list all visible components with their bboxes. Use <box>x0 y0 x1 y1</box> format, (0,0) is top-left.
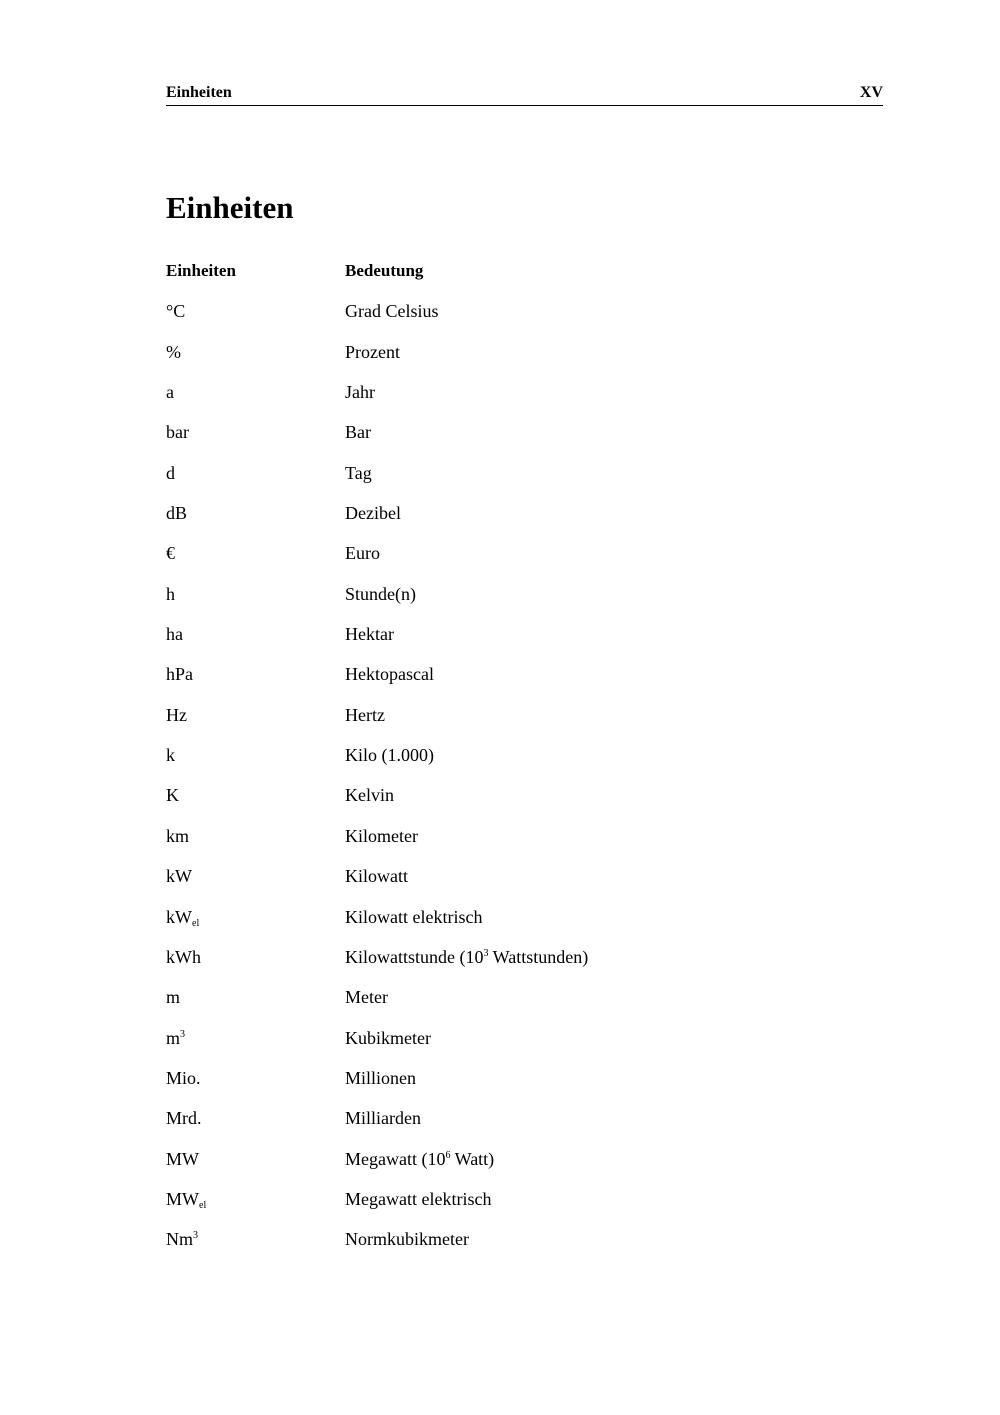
column-header-unit: Einheiten <box>166 261 236 280</box>
meaning-cell <box>345 419 766 459</box>
meaning-cell <box>345 1065 766 1105</box>
unit-symbol: a <box>166 382 174 403</box>
meaning-cell <box>345 581 766 621</box>
unit-cell <box>166 984 345 1024</box>
table-row <box>166 661 766 701</box>
unit-cell <box>166 904 345 944</box>
table-row <box>166 702 766 742</box>
meaning-cell <box>345 298 766 338</box>
meaning-cell <box>345 782 766 822</box>
page-title: Einheiten <box>166 190 294 225</box>
meaning-cell <box>345 823 766 863</box>
meaning-text: Milliarden <box>345 1108 421 1129</box>
meaning-text: Dezibel <box>345 503 401 524</box>
unit-symbol: k <box>166 745 175 766</box>
unit-cell <box>166 661 345 701</box>
unit-symbol: kWh <box>166 946 201 967</box>
unit-symbol: m <box>166 987 181 1008</box>
meaning-text: Kilowatt <box>345 866 408 887</box>
unit-symbol: Nm <box>166 1229 193 1250</box>
table-row <box>166 460 766 500</box>
unit-symbol: € <box>166 543 175 564</box>
unit-subscript: el <box>199 1199 207 1211</box>
unit-cell <box>166 540 345 580</box>
unit-cell <box>166 702 345 742</box>
meaning-cell <box>345 460 766 500</box>
column-header-meaning: Bedeutung <box>345 261 424 280</box>
unit-symbol: kW <box>166 866 192 887</box>
meaning-cell <box>345 742 766 782</box>
unit-cell <box>166 1065 345 1105</box>
table-row <box>166 944 766 984</box>
meaning-text-continued: Wattstunden) <box>488 946 589 967</box>
meaning-text: Millionen <box>345 1067 416 1088</box>
meaning-text: Kelvin <box>345 785 394 806</box>
table-row <box>166 782 766 822</box>
unit-superscript: 3 <box>193 1230 198 1242</box>
meaning-text: Bar <box>345 422 371 443</box>
table-row <box>166 863 766 903</box>
unit-cell <box>166 500 345 540</box>
meaning-text: Grad Celsius <box>345 301 439 322</box>
meaning-cell <box>345 1186 766 1226</box>
unit-symbol: % <box>166 341 181 362</box>
unit-cell <box>166 1025 345 1065</box>
meaning-cell <box>345 621 766 661</box>
table-row <box>166 904 766 944</box>
meaning-text: Hertz <box>345 704 385 725</box>
meaning-text: Meter <box>345 987 388 1008</box>
meaning-text: Normkubikmeter <box>345 1229 469 1250</box>
unit-cell <box>166 863 345 903</box>
unit-cell <box>166 1146 345 1186</box>
table-row <box>166 339 766 379</box>
table-row <box>166 298 766 338</box>
meaning-superscript: 3 <box>483 947 489 959</box>
meaning-cell <box>345 944 766 984</box>
unit-symbol: ha <box>166 624 183 645</box>
meaning-cell <box>345 1146 766 1186</box>
unit-symbol: kW <box>166 906 192 927</box>
table-row <box>166 1105 766 1145</box>
unit-cell <box>166 581 345 621</box>
meaning-text: Hektopascal <box>345 664 434 685</box>
meaning-cell <box>345 540 766 580</box>
unit-cell <box>166 1186 345 1226</box>
units-table-body <box>166 298 766 1266</box>
table-row <box>166 1025 766 1065</box>
units-table <box>166 258 766 1267</box>
meaning-cell <box>345 339 766 379</box>
unit-symbol: hPa <box>166 664 193 685</box>
meaning-text: Megawatt (10 <box>345 1148 446 1169</box>
meaning-text: Kilowatt elektrisch <box>345 906 483 927</box>
meaning-text: Megawatt elektrisch <box>345 1188 492 1209</box>
meaning-text: Stunde(n) <box>345 583 416 604</box>
meaning-superscript: 6 <box>445 1149 451 1161</box>
meaning-text: Tag <box>345 462 372 483</box>
page-number: XV <box>859 84 883 101</box>
unit-symbol: bar <box>166 422 189 443</box>
table-row <box>166 1146 766 1186</box>
unit-cell <box>166 742 345 782</box>
unit-cell <box>166 823 345 863</box>
table-row <box>166 742 766 782</box>
meaning-text: Kilowattstunde (10 <box>345 946 484 967</box>
table-header-row <box>166 258 766 298</box>
table-row <box>166 984 766 1024</box>
unit-symbol: km <box>166 825 190 846</box>
meaning-text: Kilo (1.000) <box>345 745 434 766</box>
meaning-text: Kilometer <box>345 825 418 846</box>
unit-symbol: K <box>166 785 179 806</box>
unit-cell <box>166 298 345 338</box>
running-header <box>166 83 883 106</box>
unit-cell <box>166 944 345 984</box>
unit-symbol: MW <box>166 1148 199 1169</box>
meaning-cell <box>345 1025 766 1065</box>
meaning-cell <box>345 904 766 944</box>
meaning-text-continued: Watt) <box>450 1148 495 1169</box>
running-header-section: Einheiten <box>166 84 232 101</box>
unit-cell <box>166 1226 345 1266</box>
unit-symbol: m <box>166 1027 181 1048</box>
unit-symbol: MW <box>166 1188 199 1209</box>
unit-cell <box>166 419 345 459</box>
unit-symbol: Mrd. <box>166 1108 202 1129</box>
unit-subscript: el <box>192 917 200 929</box>
unit-cell <box>166 460 345 500</box>
unit-symbol: Mio. <box>166 1067 201 1088</box>
meaning-text: Kubikmeter <box>345 1027 431 1048</box>
meaning-cell <box>345 1105 766 1145</box>
unit-superscript: 3 <box>180 1028 186 1040</box>
meaning-cell <box>345 702 766 742</box>
table-row <box>166 621 766 661</box>
unit-cell <box>166 621 345 661</box>
unit-cell <box>166 339 345 379</box>
meaning-text: Hektar <box>345 624 394 645</box>
meaning-text: Jahr <box>345 382 375 403</box>
unit-symbol: Hz <box>166 704 187 725</box>
unit-cell <box>166 1105 345 1145</box>
meaning-cell <box>345 1226 766 1266</box>
meaning-text: Prozent <box>345 341 400 362</box>
table-row <box>166 1226 766 1266</box>
table-row <box>166 581 766 621</box>
meaning-text: Euro <box>345 543 380 564</box>
meaning-cell <box>345 863 766 903</box>
unit-cell <box>166 379 345 419</box>
unit-cell <box>166 782 345 822</box>
table-row <box>166 540 766 580</box>
table-row <box>166 419 766 459</box>
table-row <box>166 379 766 419</box>
meaning-cell <box>345 379 766 419</box>
unit-symbol: dB <box>166 503 188 524</box>
unit-symbol: °C <box>166 301 186 322</box>
meaning-cell <box>345 984 766 1024</box>
table-row <box>166 500 766 540</box>
table-row <box>166 1186 766 1226</box>
table-row <box>166 823 766 863</box>
table-row <box>166 1065 766 1105</box>
meaning-cell <box>345 500 766 540</box>
unit-symbol: h <box>166 583 175 604</box>
unit-symbol: d <box>166 462 175 483</box>
meaning-cell <box>345 661 766 701</box>
